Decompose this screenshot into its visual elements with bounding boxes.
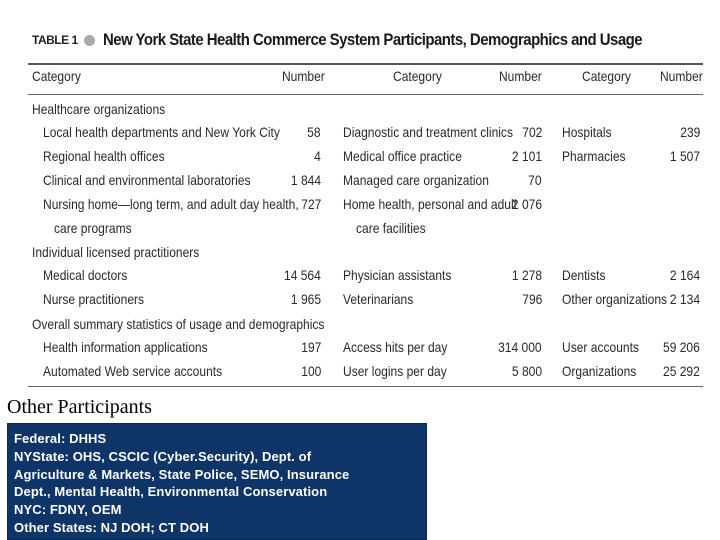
table-top-rule — [28, 63, 703, 65]
table-cell: 100 — [300, 363, 321, 379]
info-line-nyc: NYC: FDNY, OEM — [14, 502, 122, 518]
table-cell: Automated Web service accounts — [43, 363, 223, 379]
table-cell: Dentists — [562, 267, 606, 283]
info-line-other-states: Other States: NJ DOH; CT DOH — [14, 519, 209, 535]
info-line-federal: Federal: DHHS — [14, 431, 107, 446]
table-cell: 25 292 — [663, 363, 700, 379]
table-cell: 4 — [314, 148, 321, 164]
table-cell: User logins per day — [343, 363, 447, 379]
info-line-nystate: NYState: OHS, CSCIC (Cyber.Security), Dept. of — [14, 448, 312, 464]
table-cell: Managed care organization — [343, 172, 489, 188]
table-cell: Clinical and environmental laboratories — [43, 172, 251, 188]
table-cell: 197 — [300, 339, 321, 355]
info-line-nystate-cont-2: Dept., Mental Health, Environmental Conservation — [14, 484, 328, 500]
header-category-2: Category — [393, 68, 442, 84]
table-cell: Pharmacies — [562, 148, 626, 164]
table-cell: 2 134 — [669, 291, 700, 307]
header-rule — [28, 94, 703, 95]
section-summary: Overall summary statistics of usage and demographics — [32, 316, 325, 332]
table-cell: 70 — [528, 172, 542, 188]
table-cell: Other organizations — [562, 291, 668, 307]
table-cell: 59 206 — [663, 339, 700, 355]
table-cell: Hospitals — [562, 124, 612, 140]
table-cell: Local health departments and New York City — [43, 124, 280, 140]
header-number-2: Number — [499, 68, 542, 84]
table-cell: 14 564 — [284, 267, 321, 283]
table-cell: care facilities — [356, 220, 426, 236]
table-cell: 796 — [521, 291, 542, 307]
section-healthcare: Healthcare organizations — [32, 101, 166, 117]
table-cell: 314 000 — [498, 339, 542, 355]
table-cell: 2 076 — [511, 196, 542, 212]
header-category-1: Category — [32, 68, 81, 84]
table-label: TABLE 1 — [32, 33, 78, 47]
table-cell: 1 278 — [511, 267, 542, 283]
bullet-dot-icon — [84, 35, 95, 46]
table-cell: care programs — [54, 220, 132, 236]
table-cell: 2 101 — [511, 148, 542, 164]
table-cell: 5 800 — [511, 363, 542, 379]
table-cell: 58 — [307, 124, 321, 140]
table-cell: 727 — [300, 196, 321, 212]
other-participants-title: Other Participants — [7, 396, 152, 418]
table-cell: Organizations — [562, 363, 637, 379]
info-line-nystate-cont-1: Agriculture & Markets, State Police, SEMO, Insurance — [14, 466, 350, 482]
header-number-3: Number — [660, 68, 703, 84]
section-practitioners: Individual licensed practitioners — [32, 244, 200, 260]
table-cell: Nurse practitioners — [43, 291, 145, 307]
table-cell: Physician assistants — [343, 267, 452, 283]
table-cell: 702 — [521, 124, 542, 140]
table-bottom-rule — [28, 386, 703, 387]
table-cell: Veterinarians — [343, 291, 414, 307]
table-cell: User accounts — [562, 339, 639, 355]
table-cell: Access hits per day — [343, 339, 448, 355]
table-cell: Health information applications — [43, 339, 208, 355]
table-cell: 1 965 — [290, 291, 321, 307]
table-cell: Nursing home—long term, and adult day health, — [43, 196, 299, 212]
table-cell: Home health, personal and adult — [343, 196, 518, 212]
table-cell: 2 164 — [669, 267, 700, 283]
table-title-row — [32, 28, 715, 52]
table-cell: 1 507 — [669, 148, 700, 164]
header-number-1: Number — [282, 68, 325, 84]
header-category-3: Category — [582, 68, 631, 84]
table-cell: Medical office practice — [343, 148, 462, 164]
table-cell: 1 844 — [290, 172, 321, 188]
table-title: New York State Health Commerce System Participants, Demographics and Usage — [102, 30, 642, 49]
table-cell: 239 — [679, 124, 700, 140]
table-cell: Medical doctors — [43, 267, 128, 283]
table-cell: Diagnostic and treatment clinics — [343, 124, 513, 140]
table-cell: Regional health offices — [43, 148, 165, 164]
other-participants-box — [7, 423, 427, 540]
